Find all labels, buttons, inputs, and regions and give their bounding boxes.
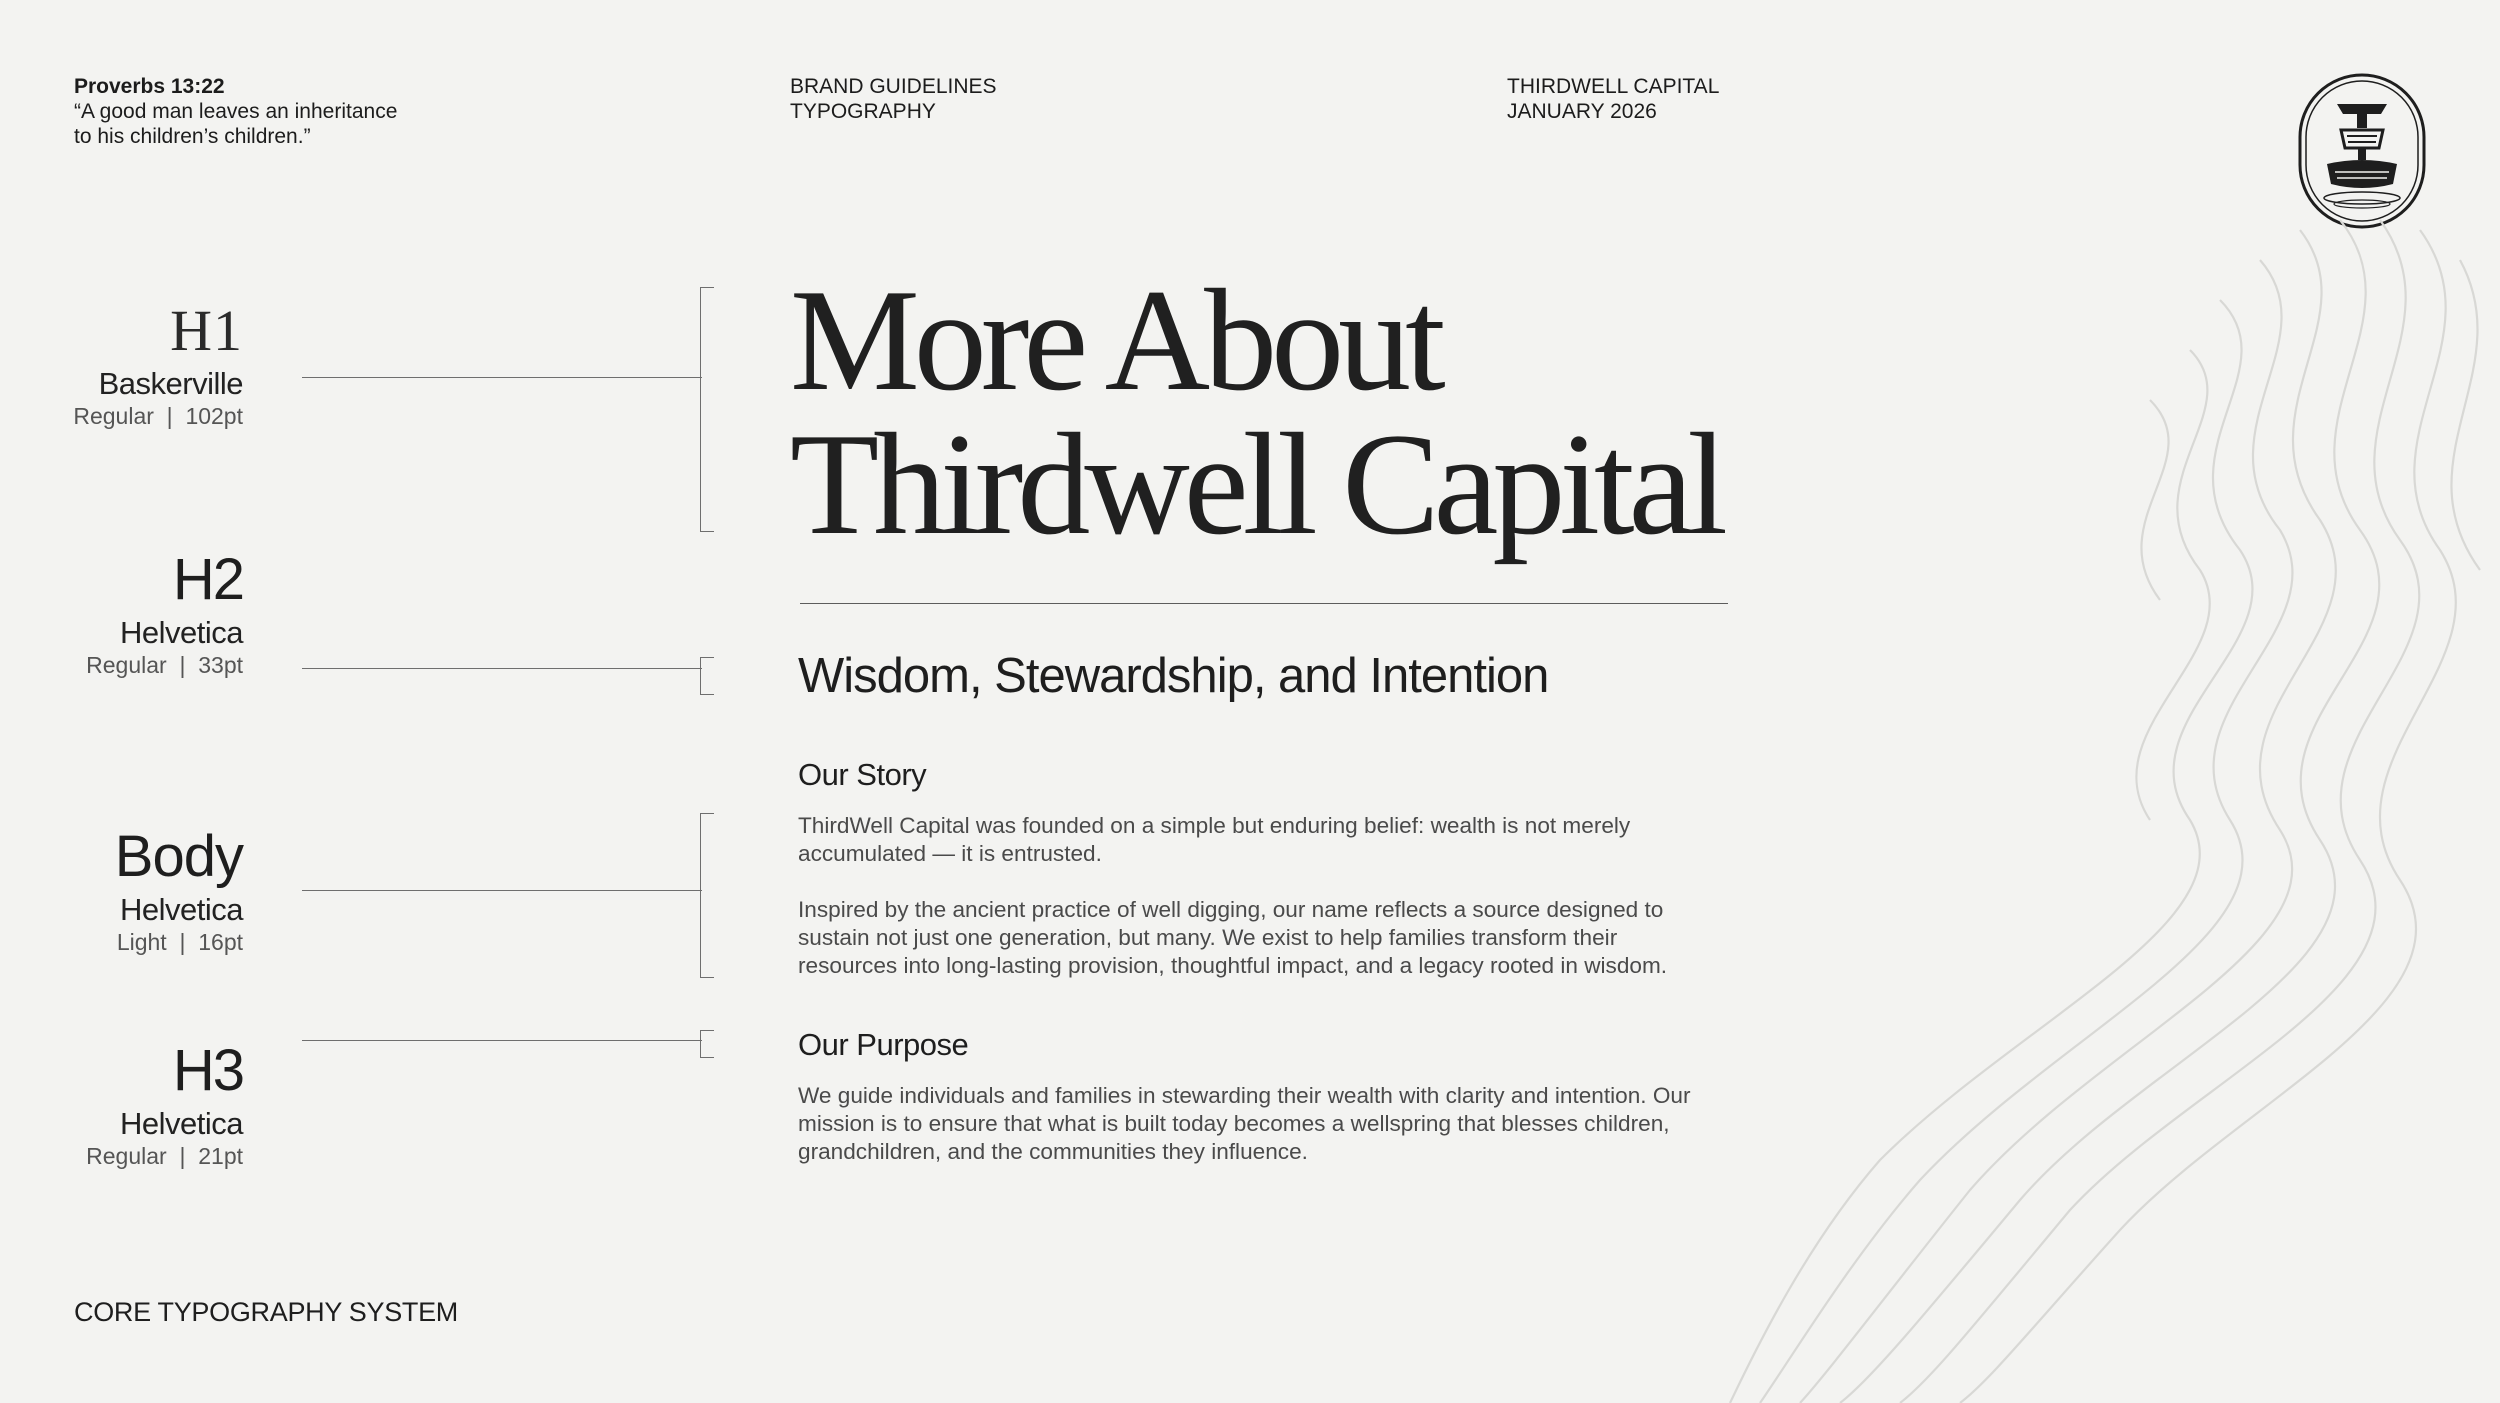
- footer-label: CORE TYPOGRAPHY SYSTEM: [74, 1297, 458, 1327]
- story-paragraph-2: Inspired by the ancient practice of well digging, our name reflects a source designed to sustain not just one generation, but many. We exist to help families transform their resources into long-lasting provision, thoughtful impact, and a legacy rooted in wisdom.: [798, 897, 1668, 978]
- company-date-block: [1507, 74, 1719, 124]
- connector-h1: [302, 377, 702, 378]
- story-heading: Our Story: [798, 757, 927, 792]
- connector-h3: [302, 1040, 702, 1041]
- spec-body-tag: Body: [114, 824, 243, 889]
- sample-h1-line2: Thirdwell Capital: [790, 403, 1722, 565]
- sample-h2: Wisdom, Stewardship, and Intention: [798, 649, 1549, 703]
- connector-h2: [302, 668, 702, 669]
- document-date: JANUARY 2026: [1507, 100, 1657, 123]
- spec-h3-font: Helvetica: [120, 1106, 243, 1141]
- purpose-paragraph: We guide individuals and families in stewarding their wealth with clarity and intention. Our mission is to ensure that what is built today becomes a wellspring that blesses children, grandchildren, and the communities they influence.: [798, 1083, 1691, 1164]
- bracket-h2: [700, 657, 714, 695]
- company-name: THIRDWELL CAPITAL: [1507, 75, 1720, 98]
- document-title: BRAND GUIDELINES: [790, 75, 997, 98]
- story-paragraph-1: ThirdWell Capital was founded on a simple but enduring belief: wealth is not merely accumulated — it is entrusted.: [798, 813, 1631, 866]
- bracket-body: [700, 813, 714, 978]
- topographic-texture: [1720, 200, 2500, 1403]
- spec-h3-tag: H3: [172, 1038, 243, 1103]
- spec-h1: [0, 300, 243, 430]
- spec-h2: [0, 549, 243, 679]
- spec-h1-font: Baskerville: [98, 366, 243, 401]
- document-title-block: [790, 74, 997, 124]
- spec-h2-tag: H2: [172, 547, 243, 612]
- document-section: TYPOGRAPHY: [790, 100, 936, 123]
- spec-h2-font: Helvetica: [120, 615, 243, 650]
- bracket-h3: [700, 1030, 714, 1058]
- spec-body: [0, 826, 243, 956]
- divider-rule: [800, 603, 1728, 604]
- connector-body: [302, 890, 702, 891]
- verse-block: [74, 74, 397, 149]
- verse-reference: Proverbs 13:22: [74, 75, 225, 98]
- verse-text-line1: “A good man leaves an inheritance: [74, 100, 398, 123]
- purpose-heading: Our Purpose: [798, 1027, 969, 1062]
- spec-body-meta: Light | 16pt: [116, 929, 243, 955]
- spec-h3-meta: Regular | 21pt: [86, 1143, 243, 1169]
- verse-text-line2: to his children’s children.”: [74, 125, 311, 148]
- spec-h2-meta: Regular | 33pt: [86, 652, 243, 678]
- sample-h1-line1: More About: [790, 259, 1440, 421]
- spec-h3: [0, 1040, 243, 1170]
- sample-h1: [790, 259, 1722, 565]
- spec-body-font: Helvetica: [120, 892, 243, 927]
- bracket-h1: [700, 287, 714, 532]
- spec-h1-tag: H1: [170, 298, 243, 363]
- spec-h1-meta: Regular | 102pt: [73, 403, 243, 429]
